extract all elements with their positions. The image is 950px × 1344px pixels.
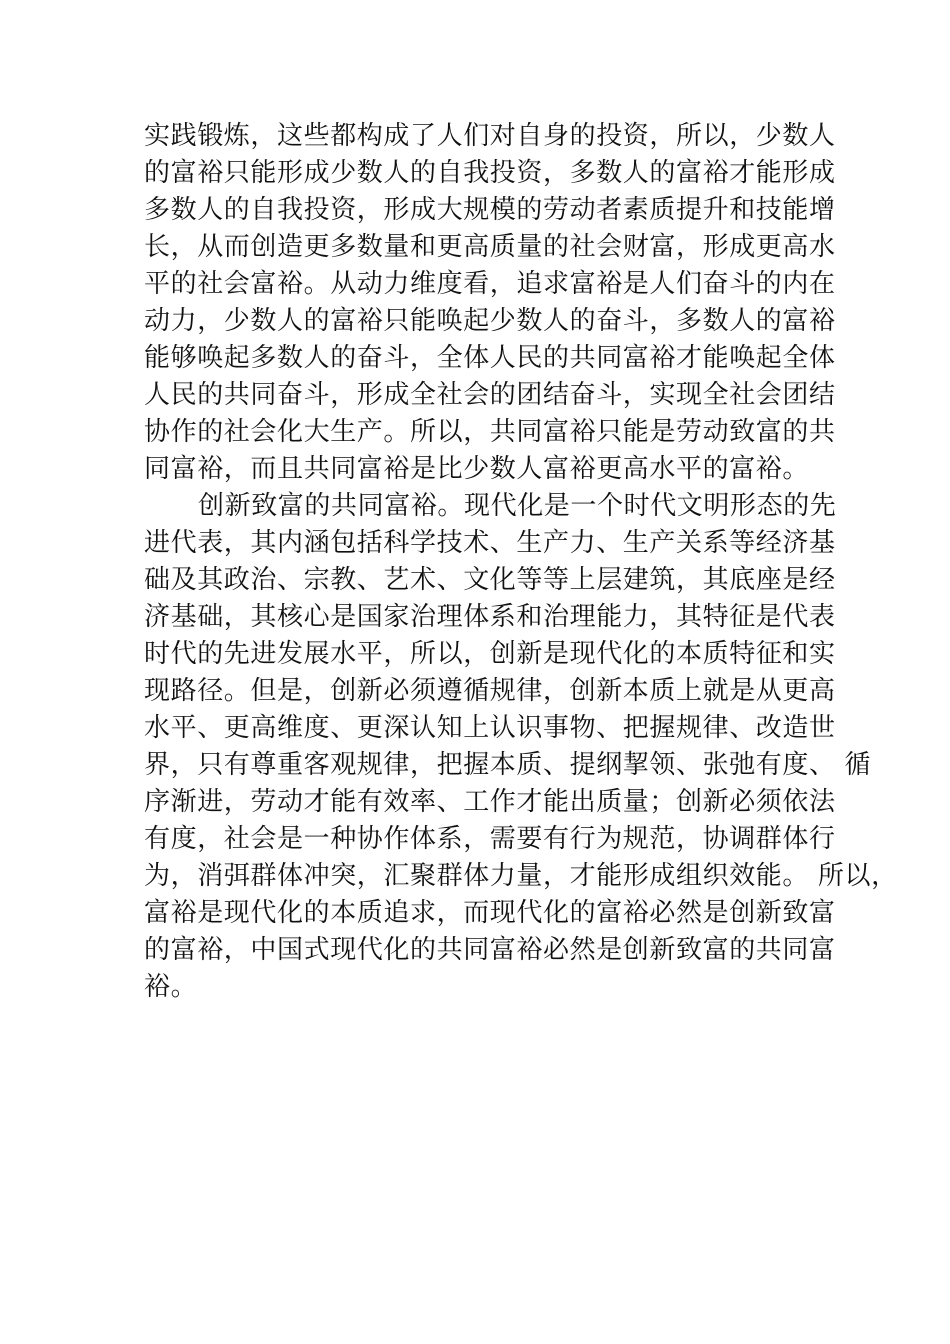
text-line: 长，从而创造更多数量和更高质量的社会财富，形成更高水 <box>144 232 836 262</box>
text-line: 进代表，其内涵包括科学技术、生产力、生产关系等经济基 <box>144 528 836 558</box>
text-line: 协作的社会化大生产。所以，共同富裕只能是劳动致富的共 <box>144 417 836 447</box>
text-line: 能够唤起多数人的奋斗，全体人民的共同富裕才能唤起全体 <box>144 343 836 373</box>
text-line: 水平、更高维度、更深认知上认识事物、把握规律、改造世 <box>144 713 836 743</box>
text-line: 础及其政治、宗教、艺术、文化等等上层建筑，其底座是经 <box>144 565 836 595</box>
text-line: 济基础，其核心是国家治理体系和治理能力，其特征是代表 <box>144 602 836 632</box>
text-line: 为，消弭群体冲突，汇聚群体力量，才能形成组织效能。 所以， <box>144 861 898 891</box>
text-line: 界，只有尊重客观规律，把握本质、提纲挈领、张弛有度、 循 <box>144 750 872 780</box>
text-line: 同富裕，而且共同富裕是比少数人富裕更高水平的富裕。 <box>144 454 810 484</box>
text-line: 现路径。但是，创新必须遵循规律，创新本质上就是从更高 <box>144 676 836 706</box>
body-text <box>144 118 898 1006</box>
text-line: 序渐进，劳动才能有效率、工作才能出质量；创新必须依法 <box>144 787 836 817</box>
text-line: 富裕是现代化的本质追求，而现代化的富裕必然是创新致富 <box>144 898 836 928</box>
text-line: 时代的先进发展水平，所以，创新是现代化的本质特征和实 <box>144 639 836 669</box>
text-line: 裕。 <box>144 972 198 1002</box>
paragraph-start-line: 创新致富的共同富裕。现代化是一个时代文明形态的先 <box>198 491 837 521</box>
text-line: 多数人的自我投资，形成大规模的劳动者素质提升和技能增 <box>144 195 836 225</box>
text-line: 平的社会富裕。从动力维度看，追求富裕是人们奋斗的内在 <box>144 269 836 299</box>
text-line: 实践锻炼，这些都构成了人们对自身的投资，所以，少数人 <box>144 121 836 151</box>
text-line: 的富裕只能形成少数人的自我投资，多数人的富裕才能形成 <box>144 158 836 188</box>
text-line: 的富裕，中国式现代化的共同富裕必然是创新致富的共同富 <box>144 935 836 965</box>
text-line: 人民的共同奋斗，形成全社会的团结奋斗，实现全社会团结 <box>144 380 836 410</box>
text-line: 动力，少数人的富裕只能唤起少数人的奋斗，多数人的富裕 <box>144 306 836 336</box>
text-line: 有度，社会是一种协作体系，需要有行为规范，协调群体行 <box>144 824 836 854</box>
